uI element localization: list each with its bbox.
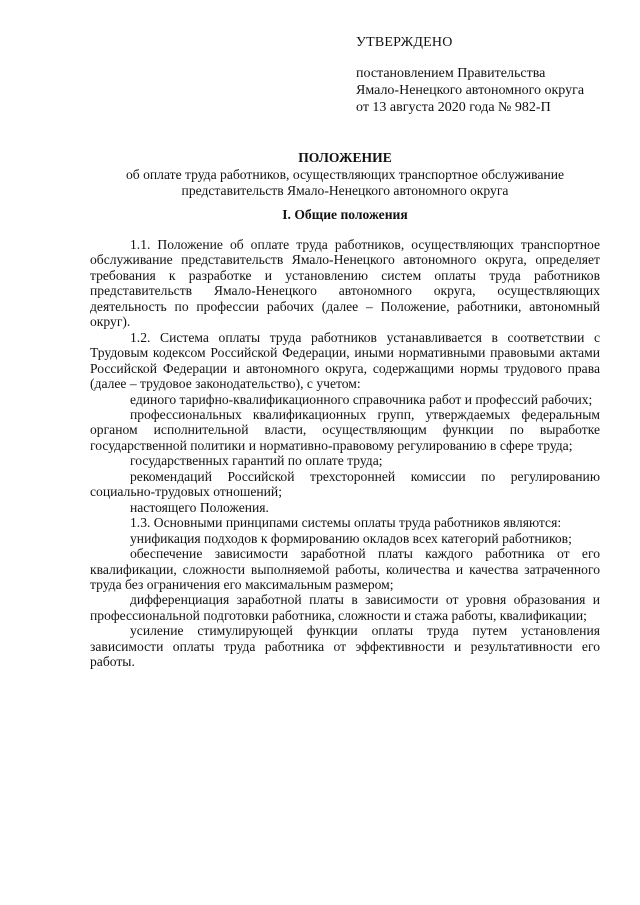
document-title-block [90,150,600,200]
approval-heading: УТВЕРЖДЕНО [356,35,453,50]
paragraph: обеспечение зависимости заработной платы каждого работника от его квалификации, сложности выполняемой работы, количества и качества затраченного труда без ограничения его максимальным размером; [90,546,600,592]
approval-line: Ямало-Ненецкого автономного округа [356,83,585,98]
paragraph: рекомендаций Российской трехсторонней комиссии по регулированию социально-трудовых отношений; [90,468,600,500]
document-title: ПОЛОЖЕНИЕ [298,150,392,165]
paragraph: настоящего Положения. [130,499,269,515]
paragraph: 1.1. Положение об оплате труда работников, осуществляющих транспортное обслуживание представительств Ямало-Ненецкого автономного округа, определяет требования к разработке и установлению систем оплаты труда работников представительств Ямало-Ненецкого автономного округа, осуществляющих деятельность по профессии рабочих (далее – Положение, работники, автономный округ). [90,237,600,330]
approval-stamp [356,34,584,116]
document-body [90,237,600,670]
paragraph: профессиональных квалификационных групп, утверждаемых федеральным органом исполнительной власти, осуществляющим функции по выработке государственной политики и нормативно-правовому регулированию в сфере труда; [90,406,600,453]
approval-line: от 13 августа 2020 года № 982-П [356,100,551,115]
paragraph: унификация подходов к формированию окладов всех категорий работников; [130,530,572,546]
paragraph: усиление стимулирующей функции оплаты труда путем установления зависимости оплаты труда работника от эффективности и результативности его работы. [90,623,600,670]
paragraph: единого тарифно-квалификационного справочника работ и профессий рабочих; [130,391,593,407]
paragraph: государственных гарантий по оплате труда; [130,453,383,469]
paragraph: 1.2. Система оплаты труда работников устанавливается в соответствии с Трудовым кодексом Российской Федерации, иными нормативными правовыми актами Российской Федерации и автономного округа, содержащими нормы трудового права (далее – трудовое законодательство), с учетом: [90,329,600,392]
document-subtitle-line: об оплате труда работников, осуществляющих транспортное обслуживание [126,166,564,182]
section-heading: I. Общие положения [282,207,408,222]
approval-line: постановлением Правительства [356,66,546,81]
paragraph: дифференциация заработной платы в зависимости от уровня образования и профессиональной подготовки работника, сложности и стажа работы, квалификации; [90,592,600,623]
paragraph: 1.3. Основными принципами системы оплаты труда работников являются: [130,515,562,531]
document-subtitle-line: представительств Ямало-Ненецкого автономного округа [181,183,509,198]
